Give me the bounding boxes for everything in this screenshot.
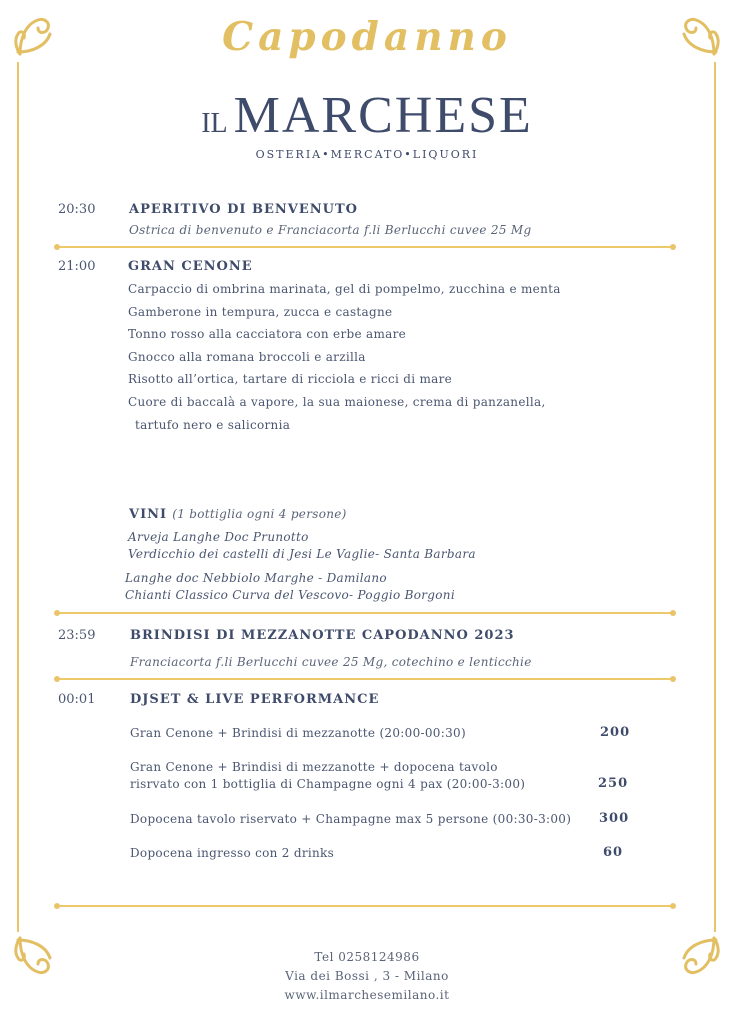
list-item: Cuore di baccalà a vapore, la sua maionese, crema di panzanella, — [128, 394, 546, 409]
package-option-price: 200 — [600, 725, 631, 740]
list-item: Verdicchio dei castelli di Jesi Le Vaglie- Santa Barbara — [128, 547, 476, 561]
footer-website-link[interactable]: www.ilmarchesemilano.it — [284, 988, 450, 1002]
footer-phone: Tel 0258124986 — [314, 950, 420, 964]
list-item: Gamberone in tempura, zucca e castagne — [128, 304, 393, 319]
vini-list-white — [128, 529, 476, 563]
list-item: Arveja Langhe Doc Prunotto — [128, 530, 309, 544]
brindisi-title: BRINDISI DI MEZZANOTTE CAPODANNO 2023 — [130, 628, 515, 643]
brand-name: MARCHESE — [233, 87, 533, 144]
cenone-dish-list — [128, 278, 561, 436]
cenone-title: GRAN CENONE — [128, 259, 253, 274]
package-option-price: 300 — [599, 811, 630, 826]
brindisi-time: 23:59 — [58, 628, 96, 643]
section-divider — [57, 612, 673, 614]
package-option-label — [130, 759, 525, 793]
list-item: Chianti Classico Curva del Vescovo- Poggio Borgoni — [125, 588, 455, 602]
brand-logo — [0, 86, 734, 145]
aperitivo-title: APERITIVO DI BENVENUTO — [129, 202, 358, 217]
frame-right-line — [714, 62, 716, 932]
brindisi-subtitle: Franciacorta f.li Berlucchi cuvee 25 Mg, cotechino e lenticchie — [130, 655, 532, 669]
page-title: Capodanno — [222, 14, 512, 60]
list-item: Tonno rosso alla cacciatora con erbe amare — [128, 327, 407, 342]
list-item: Gnocco alla romana broccoli e arzilla — [128, 349, 366, 364]
package-option-label: Dopocena tavolo riservato + Champagne max 5 persone (00:30-3:00) — [130, 812, 572, 826]
brand-tagline: OSTERIA•MERCATO•LIQUORI — [255, 148, 479, 161]
cenone-time: 21:00 — [58, 259, 96, 274]
aperitivo-time: 20:30 — [58, 202, 96, 217]
package-option-label: Dopocena ingresso con 2 drinks — [130, 846, 335, 860]
list-item: Risotto all’ortica, tartare di ricciola e ricci di mare — [128, 372, 453, 387]
list-item: Langhe doc Nebbiolo Marghe - Damilano — [125, 571, 387, 585]
section-divider — [57, 246, 673, 248]
vini-heading — [129, 503, 347, 522]
footer-contacts — [0, 948, 734, 1005]
vini-list-red — [125, 570, 455, 604]
brand-prefix: IL — [201, 108, 228, 139]
package-option-line: risrvato con 1 bottiglia di Champagne ogni 4 pax (20:00-3:00) — [130, 777, 526, 791]
package-option-price: 60 — [603, 845, 624, 860]
package-option-label: Gran Cenone + Brindisi di mezzanotte (20:00-00:30) — [130, 726, 466, 740]
frame-left-line — [17, 62, 19, 932]
vini-note: (1 bottiglia ogni 4 persone) — [172, 507, 347, 521]
package-option-line: Gran Cenone + Brindisi di mezzanotte + dopocena tavolo — [130, 760, 498, 774]
list-item: tartufo nero e salicornia — [135, 417, 291, 432]
footer-address: Via dei Bossi , 3 - Milano — [285, 969, 449, 983]
list-item: Carpaccio di ombrina marinata, gel di pompelmo, zucchina e menta — [128, 282, 561, 296]
djset-title: DJSET & LIVE PERFORMANCE — [130, 692, 380, 707]
section-divider — [57, 905, 673, 907]
package-option-price: 250 — [598, 776, 629, 791]
section-divider — [57, 678, 673, 680]
djset-time: 00:01 — [58, 692, 96, 707]
vini-title: VINI — [129, 507, 168, 522]
aperitivo-subtitle: Ostrica di benvenuto e Franciacorta f.li Berlucchi cuvee 25 Mg — [129, 223, 532, 237]
